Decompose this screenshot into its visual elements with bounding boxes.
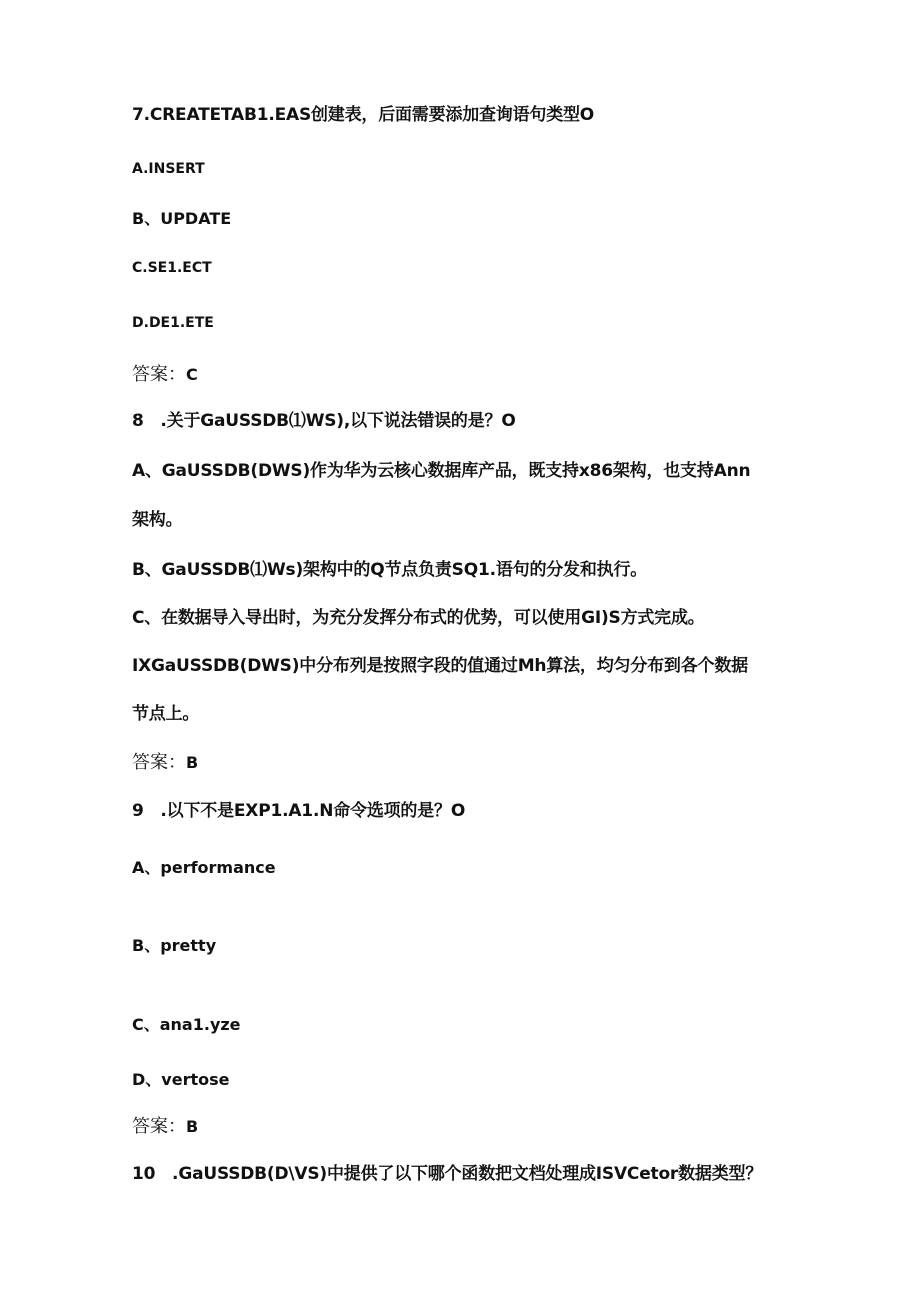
question-9-option-d: D、vertose	[132, 1070, 230, 1089]
question-10-stem: 10 .GaUSSDB(D\VS)中提供了以下哪个函数把文档处理成ISVCetor数据类型？	[132, 1164, 763, 1184]
question-8-option-c: C、在数据导入导出时，为充分发挥分布式的优势，可以使用GI)S方式完成。	[132, 608, 705, 628]
question-7-option-b: B、UPDATE	[132, 209, 232, 228]
question-9-option-b: B、pretty	[132, 936, 217, 955]
question-9-option-c: C、ana1.yze	[132, 1015, 241, 1034]
question-8-answer	[132, 754, 198, 772]
question-9-stem: 9 .以下不是EXP1.A1.N命令选项的是？O	[132, 801, 466, 821]
question-7-option-c: C.SE1.ECT	[132, 260, 212, 276]
question-7-option-a: A.INSERT	[132, 161, 205, 177]
answer-value: B	[186, 753, 199, 772]
answer-value: C	[186, 365, 198, 384]
question-8-option-a-continued: 架构。	[132, 510, 183, 530]
question-8-option-d: IXGaUSSDB(DWS)中分布列是按照字段的值通过Mh算法，均匀分布到各个数据	[132, 656, 748, 676]
question-9-option-a: A、performance	[132, 858, 276, 877]
question-7-answer	[132, 366, 198, 384]
answer-label: 答案：	[132, 364, 186, 385]
question-7-option-d: D.DE1.ETE	[132, 315, 214, 331]
question-8-option-a: A、GaUSSDB(DWS)作为华为云核心数据库产品，既支持x86架构，也支持Ann	[132, 461, 751, 481]
question-9-answer	[132, 1118, 198, 1136]
answer-label: 答案：	[132, 752, 186, 773]
question-7-stem: 7.CREATETAB1.EAS创建表，后面需要添加查询语句类型O	[132, 105, 595, 125]
question-8-option-b: B、GaUSSDB⑴Ws)架构中的Q节点负责SQ1.语句的分发和执行。	[132, 560, 648, 580]
question-8-stem: 8 .关于GaUSSDB⑴WS),以下说法错误的是？O	[132, 411, 516, 431]
answer-label: 答案：	[132, 1116, 186, 1137]
answer-value: B	[186, 1117, 199, 1136]
question-8-option-d-continued: 节点上。	[132, 704, 200, 724]
